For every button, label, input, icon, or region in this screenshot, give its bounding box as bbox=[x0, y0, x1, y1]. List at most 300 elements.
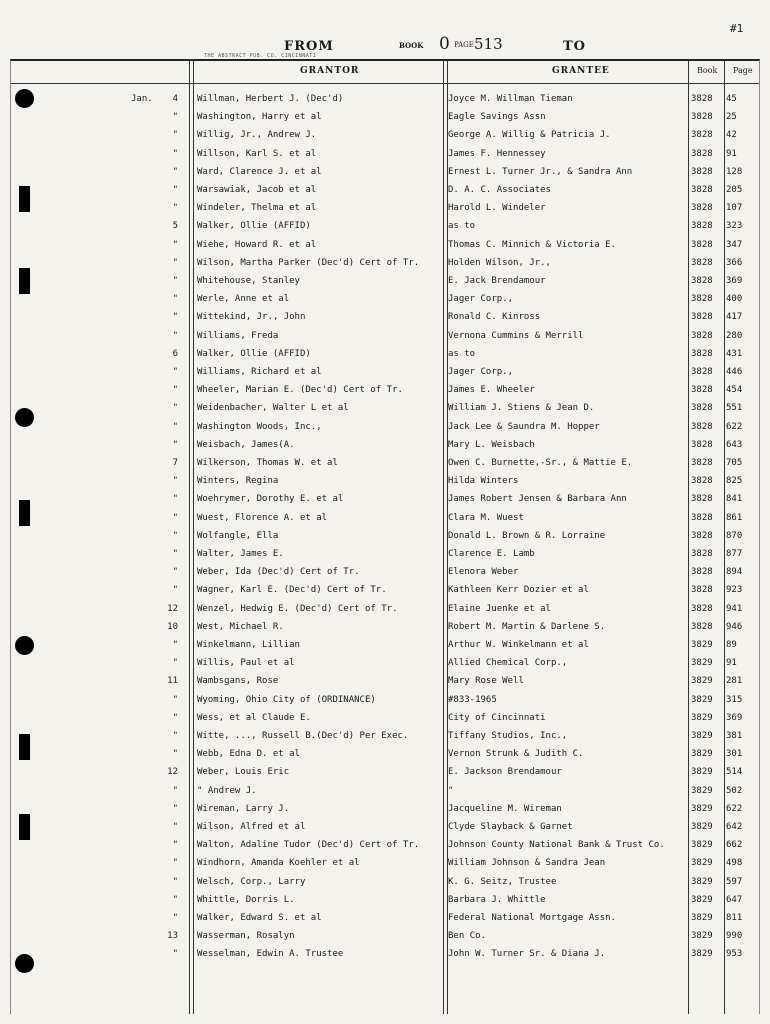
entry-grantee: Ben Co. bbox=[448, 931, 486, 942]
table-row bbox=[0, 327, 770, 345]
entry-page: 662 bbox=[726, 840, 743, 851]
table-row bbox=[0, 909, 770, 927]
entry-grantor: Welsch, Corp., Larry bbox=[197, 876, 306, 887]
entry-grantee: Clyde Slayback & Garnet bbox=[448, 822, 573, 832]
entry-grantee: Ernest L. Turner Jr., & Sandra Ann bbox=[448, 166, 633, 177]
table-row bbox=[0, 891, 770, 909]
entry-day: 4 bbox=[172, 94, 178, 104]
entry-page: 107 bbox=[726, 203, 743, 214]
entry-grantor: Wittekind, Jr., John bbox=[197, 312, 306, 323]
entry-grantee: D. A. C. Associates bbox=[448, 185, 551, 195]
entry-book: 3829 bbox=[691, 931, 713, 942]
entry-day: " bbox=[172, 367, 178, 377]
entry-day: 13 bbox=[167, 931, 178, 942]
entry-book: 3828 bbox=[691, 130, 713, 141]
entry-grantor: Wheeler, Marian E. (Dec'd) Cert of Tr. bbox=[197, 385, 403, 396]
entry-day: " bbox=[172, 585, 178, 596]
entry-day: 7 bbox=[172, 458, 178, 468]
entry-day: " bbox=[172, 785, 178, 796]
entry-page: 870 bbox=[726, 530, 743, 541]
entry-grantee: George A. Willig & Patricia J. bbox=[448, 130, 611, 141]
entry-day: " bbox=[172, 403, 178, 414]
entry-day: " bbox=[172, 421, 178, 432]
entry-book: 3828 bbox=[691, 166, 713, 177]
entry-page: 366 bbox=[726, 257, 743, 268]
entry-page: 417 bbox=[726, 312, 743, 323]
entry-grantor: Warsawiak, Jacob et al bbox=[197, 185, 317, 195]
entry-grantee: Jack Lee & Saundra M. Hopper bbox=[448, 421, 600, 432]
entry-grantee: Clarence E. Lamb bbox=[448, 549, 535, 559]
entry-grantee: Mary Rose Well bbox=[448, 676, 524, 687]
entry-grantor: Willman, Herbert J. (Dec'd) bbox=[197, 94, 344, 104]
table-row bbox=[0, 618, 770, 636]
entry-page: 315 bbox=[726, 694, 743, 705]
grantee-column-header: GRANTEE bbox=[552, 66, 610, 76]
entry-grantor: Wesselman, Edwin A. Trustee bbox=[197, 949, 344, 960]
table-row bbox=[0, 363, 770, 381]
entry-book: 3829 bbox=[691, 894, 713, 905]
entry-grantee: #833-1965 bbox=[448, 694, 497, 705]
entry-day: " bbox=[172, 858, 178, 869]
entry-grantee: Barbara J. Whittle bbox=[448, 894, 546, 905]
entry-page: 946 bbox=[726, 621, 743, 632]
entry-book: 3828 bbox=[691, 530, 713, 541]
entry-grantee: " bbox=[448, 785, 454, 796]
entry-book: 3828 bbox=[691, 439, 713, 450]
entry-grantor: Walker, Edward S. et al bbox=[197, 913, 322, 923]
entry-page: 642 bbox=[726, 822, 743, 832]
entry-grantee: Kathleen Kerr Dozier et al bbox=[448, 585, 589, 596]
entry-book: 3828 bbox=[691, 421, 713, 432]
entry-grantor: Wilson, Martha Parker (Dec'd) Cert of Tr. bbox=[197, 257, 420, 268]
entry-grantor: " Andrew J. bbox=[197, 785, 257, 796]
entry-day: " bbox=[172, 949, 178, 960]
entry-book: 3829 bbox=[691, 840, 713, 851]
entry-book: 3829 bbox=[691, 803, 713, 814]
entry-page: 990 bbox=[726, 931, 743, 942]
entry-grantee: E. Jack Brendamour bbox=[448, 276, 546, 286]
entry-book: 3828 bbox=[691, 94, 713, 104]
table-row bbox=[0, 199, 770, 217]
table-row bbox=[0, 945, 770, 963]
table-row bbox=[0, 654, 770, 672]
entry-grantee: William J. Stiens & Jean D. bbox=[448, 403, 595, 414]
table-row bbox=[0, 490, 770, 508]
entry-page: 923 bbox=[726, 585, 743, 596]
entry-month: Jan. bbox=[131, 94, 153, 104]
entry-book: 3829 bbox=[691, 676, 713, 687]
entry-book: 3829 bbox=[691, 822, 713, 832]
page-value: 513 bbox=[474, 35, 503, 53]
table-row bbox=[0, 236, 770, 254]
table-row bbox=[0, 90, 770, 108]
column-header-rule bbox=[10, 83, 760, 84]
entry-day: " bbox=[172, 549, 178, 559]
entry-book: 3828 bbox=[691, 494, 713, 505]
entry-page: 502 bbox=[726, 785, 743, 796]
entry-book: 3828 bbox=[691, 585, 713, 596]
entry-day: " bbox=[172, 439, 178, 450]
entry-grantor: Walker, Ollie (AFFID) bbox=[197, 348, 311, 359]
table-row bbox=[0, 126, 770, 144]
entry-grantor: Weisbach, James(A. bbox=[197, 439, 295, 450]
table-row bbox=[0, 836, 770, 854]
entry-page: 454 bbox=[726, 385, 743, 396]
entry-day: 6 bbox=[172, 348, 178, 359]
entry-grantor: Werle, Anne et al bbox=[197, 294, 290, 305]
entry-day: " bbox=[172, 567, 178, 578]
entry-grantor: Webb, Edna D. et al bbox=[197, 749, 300, 760]
table-row bbox=[0, 418, 770, 436]
entry-grantor: Willig, Jr., Andrew J. bbox=[197, 130, 317, 141]
entry-page: 825 bbox=[726, 476, 743, 487]
entry-grantee: Elaine Juenke et al bbox=[448, 603, 551, 614]
entry-grantor: Willson, Karl S. et al bbox=[197, 148, 317, 159]
entry-grantor: Wolfangle, Ella bbox=[197, 530, 279, 541]
table-row bbox=[0, 782, 770, 800]
entry-day: 12 bbox=[167, 767, 178, 778]
entry-page: 841 bbox=[726, 494, 743, 505]
entry-grantee: Johnson County National Bank & Trust Co. bbox=[448, 840, 665, 851]
entry-grantee: Tiffany Studios, Inc., bbox=[448, 731, 568, 741]
entry-day: " bbox=[172, 640, 178, 650]
entry-page: 861 bbox=[726, 512, 743, 523]
entry-day: " bbox=[172, 894, 178, 905]
entry-day: " bbox=[172, 694, 178, 705]
entry-page: 622 bbox=[726, 803, 743, 814]
entry-grantor: Windeler, Thelma et al bbox=[197, 203, 317, 214]
entry-grantor: Washington Woods, Inc., bbox=[197, 421, 322, 432]
entry-page: 643 bbox=[726, 439, 743, 450]
entry-grantor: Wambsgans, Rose bbox=[197, 676, 279, 687]
entry-day: 12 bbox=[167, 603, 178, 614]
entry-page: 205 bbox=[726, 185, 743, 195]
entry-day: " bbox=[172, 913, 178, 923]
table-row bbox=[0, 272, 770, 290]
entry-day: " bbox=[172, 166, 178, 177]
page-column-header: Page bbox=[733, 66, 753, 75]
entry-grantee: Joyce M. Willman Tieman bbox=[448, 94, 573, 104]
table-row bbox=[0, 709, 770, 727]
entry-page: 894 bbox=[726, 567, 743, 578]
entry-grantee: Eagle Savings Assn bbox=[448, 112, 546, 123]
table-row bbox=[0, 927, 770, 945]
table-row bbox=[0, 672, 770, 690]
entry-grantor: Walter, James E. bbox=[197, 549, 284, 559]
entry-page: 514 bbox=[726, 767, 743, 778]
entry-grantee: as to bbox=[448, 221, 476, 232]
entry-book: 3829 bbox=[691, 767, 713, 778]
entry-grantor: Winkelmann, Lillian bbox=[197, 640, 300, 650]
entry-day: " bbox=[172, 840, 178, 851]
table-row bbox=[0, 745, 770, 763]
entry-page: 551 bbox=[726, 403, 743, 414]
grantor-column-header: GRANTOR bbox=[300, 66, 360, 76]
entry-grantor: Walker, Ollie (AFFID) bbox=[197, 221, 311, 232]
table-row bbox=[0, 217, 770, 235]
entry-grantee: Vernon Strunk & Judith C. bbox=[448, 749, 584, 760]
entry-day: " bbox=[172, 803, 178, 814]
table-row bbox=[0, 290, 770, 308]
entry-page: 811 bbox=[726, 913, 743, 923]
entry-day: " bbox=[172, 876, 178, 887]
entry-book: 3828 bbox=[691, 512, 713, 523]
entry-book: 3828 bbox=[691, 276, 713, 286]
printer-imprint: THE ABSTRACT PUB. CO. CINCINNATI bbox=[204, 53, 317, 59]
to-label: TO bbox=[563, 39, 586, 54]
table-row bbox=[0, 145, 770, 163]
entry-grantor: Willis, Paul et al bbox=[197, 658, 295, 669]
page-label: PAGE bbox=[454, 41, 474, 49]
entry-grantee: Arthur W. Winkelmann et al bbox=[448, 640, 589, 650]
entry-book: 3828 bbox=[691, 603, 713, 614]
entry-day: " bbox=[172, 203, 178, 214]
table-row bbox=[0, 600, 770, 618]
entry-grantee: Holden Wilson, Jr., bbox=[448, 257, 551, 268]
entry-grantor: Weber, Louis Eric bbox=[197, 767, 290, 778]
entry-book: 3829 bbox=[691, 949, 713, 960]
entry-grantor: Wagner, Karl E. (Dec'd) Cert of Tr. bbox=[197, 585, 387, 596]
entry-grantee: James E. Wheeler bbox=[448, 385, 535, 396]
entry-page: 280 bbox=[726, 330, 743, 341]
table-row bbox=[0, 527, 770, 545]
entry-grantee: Allied Chemical Corp., bbox=[448, 658, 568, 669]
entry-book: 3828 bbox=[691, 348, 713, 359]
entry-page: 128 bbox=[726, 166, 743, 177]
entry-page: 301 bbox=[726, 749, 743, 760]
entry-grantee: John W. Turner Sr. & Diana J. bbox=[448, 949, 606, 960]
entry-day: " bbox=[172, 512, 178, 523]
entry-day: " bbox=[172, 822, 178, 832]
entry-grantee: Clara M. Wuest bbox=[448, 512, 524, 523]
entry-page: 498 bbox=[726, 858, 743, 869]
entry-page: 323 bbox=[726, 221, 743, 232]
table-row bbox=[0, 254, 770, 272]
page-marker: #1 bbox=[730, 22, 744, 35]
entry-page: 281 bbox=[726, 676, 743, 687]
entry-page: 45 bbox=[726, 94, 737, 104]
book-value: 0 bbox=[439, 34, 450, 54]
entry-page: 369 bbox=[726, 712, 743, 723]
entry-page: 597 bbox=[726, 876, 743, 887]
table-row bbox=[0, 181, 770, 199]
entry-page: 446 bbox=[726, 367, 743, 377]
entry-book: 3829 bbox=[691, 640, 713, 650]
entry-book: 3828 bbox=[691, 312, 713, 323]
entry-page: 25 bbox=[726, 112, 737, 123]
table-row bbox=[0, 308, 770, 326]
entry-book: 3828 bbox=[691, 221, 713, 232]
entry-grantor: Witte, ..., Russell B.(Dec'd) Per Exec. bbox=[197, 731, 409, 741]
table-row bbox=[0, 163, 770, 181]
entry-grantor: Weber, Ida (Dec'd) Cert of Tr. bbox=[197, 567, 360, 578]
table-row bbox=[0, 581, 770, 599]
entry-page: 877 bbox=[726, 549, 743, 559]
table-row bbox=[0, 399, 770, 417]
entry-grantee: Jager Corp., bbox=[448, 367, 514, 377]
entry-book: 3828 bbox=[691, 185, 713, 195]
table-row bbox=[0, 472, 770, 490]
entry-grantor: Wilson, Alfred et al bbox=[197, 822, 306, 832]
entry-page: 400 bbox=[726, 294, 743, 305]
entry-day: 10 bbox=[167, 621, 178, 632]
entry-grantee: Elenora Weber bbox=[448, 567, 519, 578]
table-row bbox=[0, 454, 770, 472]
entry-day: " bbox=[172, 148, 178, 159]
table-row bbox=[0, 436, 770, 454]
from-label: FROM bbox=[284, 39, 334, 54]
entry-grantor: Wess, et al Claude E. bbox=[197, 712, 311, 723]
table-row bbox=[0, 636, 770, 654]
entry-grantor: Wireman, Larry J. bbox=[197, 803, 290, 814]
entry-day: " bbox=[172, 276, 178, 286]
entry-book: 3828 bbox=[691, 567, 713, 578]
entry-page: 622 bbox=[726, 421, 743, 432]
entry-day: " bbox=[172, 257, 178, 268]
entry-day: " bbox=[172, 294, 178, 305]
entry-day: " bbox=[172, 658, 178, 669]
entry-grantee: E. Jackson Brendamour bbox=[448, 767, 562, 778]
entry-book: 3828 bbox=[691, 367, 713, 377]
entry-grantee: Vernona Cummins & Merrill bbox=[448, 330, 584, 341]
entry-grantor: Wyoming, Ohio City of (ORDINANCE) bbox=[197, 694, 376, 705]
entry-grantee: Federal National Mortgage Assn. bbox=[448, 913, 616, 923]
entry-page: 647 bbox=[726, 894, 743, 905]
entry-book: 3828 bbox=[691, 148, 713, 159]
table-row bbox=[0, 545, 770, 563]
entry-grantee: Thomas C. Minnich & Victoria E. bbox=[448, 239, 616, 250]
entry-page: 91 bbox=[726, 658, 737, 669]
entry-book: 3828 bbox=[691, 294, 713, 305]
entry-grantee: Hilda Winters bbox=[448, 476, 519, 487]
entry-page: 347 bbox=[726, 239, 743, 250]
table-row bbox=[0, 108, 770, 126]
entry-day: " bbox=[172, 749, 178, 760]
entry-grantee: Ronald C. Kinross bbox=[448, 312, 541, 323]
entry-day: " bbox=[172, 330, 178, 341]
entry-grantor: Washington, Harry et al bbox=[197, 112, 322, 123]
entry-page: 42 bbox=[726, 130, 737, 141]
entry-grantor: Whittle, Dorris L. bbox=[197, 894, 295, 905]
entry-day: " bbox=[172, 130, 178, 141]
entry-book: 3829 bbox=[691, 712, 713, 723]
table-row bbox=[0, 691, 770, 709]
entry-book: 3829 bbox=[691, 731, 713, 741]
entry-grantee: Harold L. Windeler bbox=[448, 203, 546, 214]
entry-grantor: Wiehe, Howard R. et al bbox=[197, 239, 317, 250]
entry-grantor: Wasserman, Rosalyn bbox=[197, 931, 295, 942]
entry-page: 941 bbox=[726, 603, 743, 614]
entry-book: 3829 bbox=[691, 785, 713, 796]
entry-day: " bbox=[172, 385, 178, 396]
entry-day: " bbox=[172, 185, 178, 195]
table-row bbox=[0, 854, 770, 872]
entry-day: " bbox=[172, 731, 178, 741]
entry-grantor: Williams, Freda bbox=[197, 330, 279, 341]
entry-grantor: Ward, Clarence J. et al bbox=[197, 166, 322, 177]
entry-day: " bbox=[172, 712, 178, 723]
entry-grantor: Walton, Adaline Tudor (Dec'd) Cert of Tr. bbox=[197, 840, 420, 851]
entry-grantor: Winters, Regina bbox=[197, 476, 279, 487]
entry-grantee: Owen C. Burnette,-Sr., & Mattie E. bbox=[448, 458, 633, 468]
table-row bbox=[0, 563, 770, 581]
entry-grantee: Jager Corp., bbox=[448, 294, 514, 305]
entry-grantor: Williams, Richard et al bbox=[197, 367, 322, 377]
entry-book: 3828 bbox=[691, 203, 713, 214]
entry-grantor: Windhorn, Amanda Koehler et al bbox=[197, 858, 360, 869]
entry-book: 3829 bbox=[691, 658, 713, 669]
table-row bbox=[0, 873, 770, 891]
entry-day: " bbox=[172, 530, 178, 541]
entry-grantee: Robert M. Martin & Darlene S. bbox=[448, 621, 606, 632]
entry-book: 3828 bbox=[691, 239, 713, 250]
entry-book: 3829 bbox=[691, 749, 713, 760]
entry-page: 89 bbox=[726, 640, 737, 650]
entry-book: 3828 bbox=[691, 476, 713, 487]
book-label: BOOK bbox=[399, 41, 424, 50]
entry-grantor: Woehrymer, Dorothy E. et al bbox=[197, 494, 344, 505]
entry-grantee: K. G. Seitz, Trustee bbox=[448, 876, 557, 887]
entry-day: 5 bbox=[172, 221, 178, 232]
entry-day: " bbox=[172, 112, 178, 123]
entry-page: 91 bbox=[726, 148, 737, 159]
entry-day: " bbox=[172, 312, 178, 323]
entry-book: 3828 bbox=[691, 112, 713, 123]
entry-grantee: William Johnson & Sandra Jean bbox=[448, 858, 606, 869]
table-row bbox=[0, 345, 770, 363]
entry-day: " bbox=[172, 476, 178, 487]
entry-grantor: Whitehouse, Stanley bbox=[197, 276, 300, 286]
entry-day: " bbox=[172, 239, 178, 250]
entry-book: 3828 bbox=[691, 330, 713, 341]
entry-book: 3829 bbox=[691, 858, 713, 869]
entry-page: 431 bbox=[726, 348, 743, 359]
entry-book: 3829 bbox=[691, 913, 713, 923]
entry-book: 3828 bbox=[691, 385, 713, 396]
table-row bbox=[0, 509, 770, 527]
entry-book: 3828 bbox=[691, 549, 713, 559]
entry-grantee: as to bbox=[448, 348, 476, 359]
entry-page: 369 bbox=[726, 276, 743, 286]
entry-day: " bbox=[172, 494, 178, 505]
entry-book: 3828 bbox=[691, 403, 713, 414]
entry-grantor: Weidenbacher, Walter L et al bbox=[197, 403, 349, 414]
table-row bbox=[0, 818, 770, 836]
entry-grantor: West, Michael R. bbox=[197, 621, 284, 632]
entry-grantee: Jacqueline M. Wireman bbox=[448, 803, 562, 814]
entry-page: 705 bbox=[726, 458, 743, 468]
entry-grantee: Mary L. Weisbach bbox=[448, 439, 535, 450]
entry-grantor: Wuest, Florence A. et al bbox=[197, 512, 328, 523]
entry-grantor: Wilkerson, Thomas W. et al bbox=[197, 458, 338, 468]
entry-page: 381 bbox=[726, 731, 743, 741]
entry-grantee: James Robert Jensen & Barbara Ann bbox=[448, 494, 627, 505]
header-rule bbox=[10, 59, 760, 61]
entry-grantee: Donald L. Brown & R. Lorraine bbox=[448, 530, 606, 541]
entry-grantee: City of Cincinnati bbox=[448, 712, 546, 723]
entry-book: 3829 bbox=[691, 694, 713, 705]
entry-book: 3828 bbox=[691, 257, 713, 268]
entry-book: 3828 bbox=[691, 458, 713, 468]
entry-day: 11 bbox=[167, 676, 178, 687]
entry-grantee: James F. Hennessey bbox=[448, 148, 546, 159]
entry-book: 3829 bbox=[691, 876, 713, 887]
table-row bbox=[0, 763, 770, 781]
entry-grantor: Wenzel, Hedwig E. (Dec'd) Cert of Tr. bbox=[197, 603, 398, 614]
table-row bbox=[0, 800, 770, 818]
entry-book: 3828 bbox=[691, 621, 713, 632]
book-column-header: Book bbox=[697, 66, 718, 75]
